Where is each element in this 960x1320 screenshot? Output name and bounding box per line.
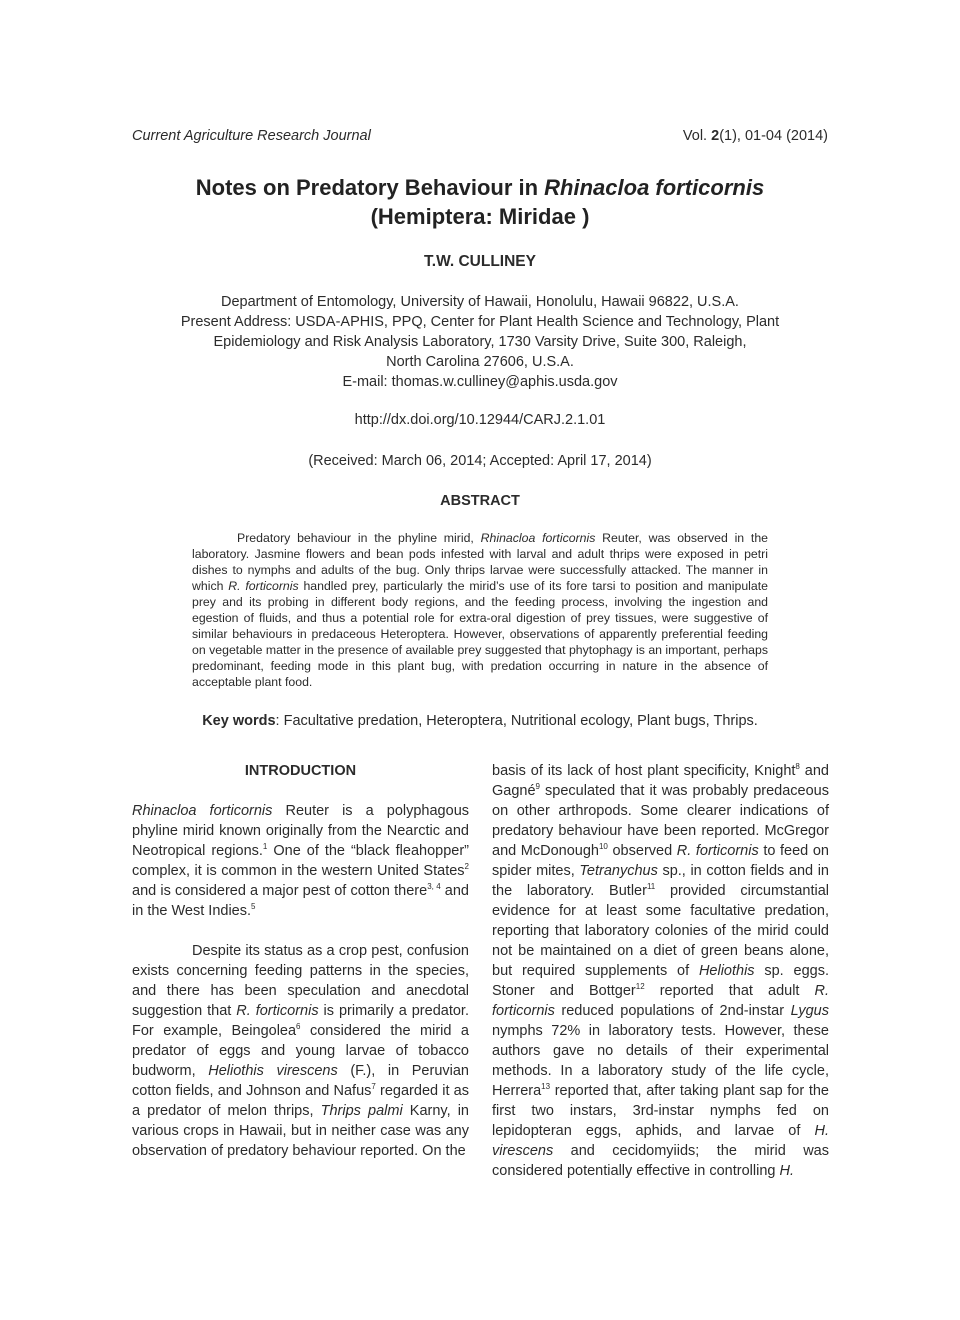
right-column (492, 761, 829, 1181)
journal-name: Current Agriculture Research Journal (132, 128, 371, 144)
abstract-text: Predatory behaviour in the phyline mirid, Rhinacloa forticornis Reuter, was observed in the laboratory. Jasmine flowers and bean pods infested with larval and adult thrips were exposed in petri dishes to nymphs and adults of the bug. Only thrips larvae were successfully attacked. The manner in which R. forticornis handled prey, particularly the mirid’s use of its fore tarsi to position and manipulate prey and its probing in different body regions, and the feeding process, involving the ingestion and egestion of fluids, and thus a potential role for extra-oral digestion of prey tissues, were suggestive of similar behaviours in predaceous Heteroptera. However, observations of apparently preferential feeding on vegetable matter in the presence of available prey suggested that phytophagy is an important, perhaps predominant, feeding mode in this plant bug, with predation occurring in nature in the absence of acceptable plant food. (192, 531, 769, 689)
received-accepted-dates: (Received: March 06, 2014; Accepted: April 17, 2014) (308, 453, 652, 469)
title-species: Rhinacloa forticornis (544, 175, 765, 200)
running-header (132, 128, 828, 150)
keywords: Key words: Facultative predation, Heteroptera, Nutritional ecology, Plant bugs, Thrips. (202, 713, 758, 729)
doi-link[interactable]: http://dx.doi.org/10.12944/CARJ.2.1.01 (354, 412, 606, 428)
email: E-mail: thomas.w.culliney@aphis.usda.gov (342, 374, 618, 390)
article-title: Notes on Predatory Behaviour in Rhinacloa forticornis (Hemiptera: Miridae ) (195, 175, 765, 229)
paragraph-1: Rhinacloa forticornis Reuter is a polyphagous phyline mirid known originally from the Nearctic and Neotropical regions.$^1$ One of the “black fleahopper” complex, it is common in the western United States$^2$ and is considered a major pest of cotton there$^{3, 4}$ and in the West Indies.$^5$ (132, 803, 470, 919)
volume-info: Vol. 2(1), 01-04 (2014) (682, 128, 828, 144)
paragraph-3: basis of its lack of host plant specificity, Knight$^8$ and Gagné$^9$ speculated that it was probably predaceous on other arthropods. Some clearer indications of predatory behaviour have been reported. McGregor and McDonough$^{10}$ observed R. forticornis to feed on spider mites, Tetranychus sp., in cotton fields and in the laboratory. Butler$^{11}$ provided circumstantial evidence for at least some facultative predation, reporting that laboratory colonies of the mirid could not be maintained on a diet of green beans alone, but required supplements of Heliothis sp. eggs. Stoner and Bottger$^{12}$ reported that adult R. forticornis reduced populations of 2nd-instar Lygus nymphs 72% in laboratory tests. However, these authors gave no details of their experimental methods. In a laboratory study of the life cycle, Herrera$^{13}$ reported that, after taking plant sap for the first two instars, 3rd-instar nymphs fed on lepidopteran eggs, aphids, and larvae of H. virescens and cecidomyiids; the mirid was considered potentially effective in controlling H. (492, 762, 829, 1179)
author-name: T.W. CULLINEY (424, 253, 536, 270)
section-heading-introduction: INTRODUCTION (244, 763, 357, 779)
volume-number: 2 (711, 128, 720, 144)
left-column (132, 761, 469, 1161)
keywords-label: Key words (202, 713, 276, 729)
affiliation: Department of Entomology, University of Hawaii, Honolulu, Hawaii 96822, U.S.A. Present Address: USDA-APHIS, PPQ, Center for Plant Health Science and Technology, Plant Epidemiology and Risk Analysis Laboratory, 1730 Varsity Drive, Suite 300, Raleigh, North Carolina 27606, U.S.A. E-mail: thomas.w.culliney@aphis.usda.gov (150, 292, 810, 392)
abstract-heading: ABSTRACT (440, 493, 520, 509)
paragraph-2: Despite its status as a crop pest, confusion exists concerning feeding patterns in the species, and there has been speculation and anecdotal suggestion that R. forticornis is primarily a predator. For example, Beingolea$^6$ considered the mirid a predator of eggs and young larvae of tobacco budworm, Heliothis virescens (F.), in Peruvian cotton fields, and Johnson and Nafus$^7$ regarded it as a predator of melon thrips, Thrips palmi Karny, in various crops in Hawaii, but in neither case was any observation of predatory behaviour reported. On the (132, 943, 469, 1159)
